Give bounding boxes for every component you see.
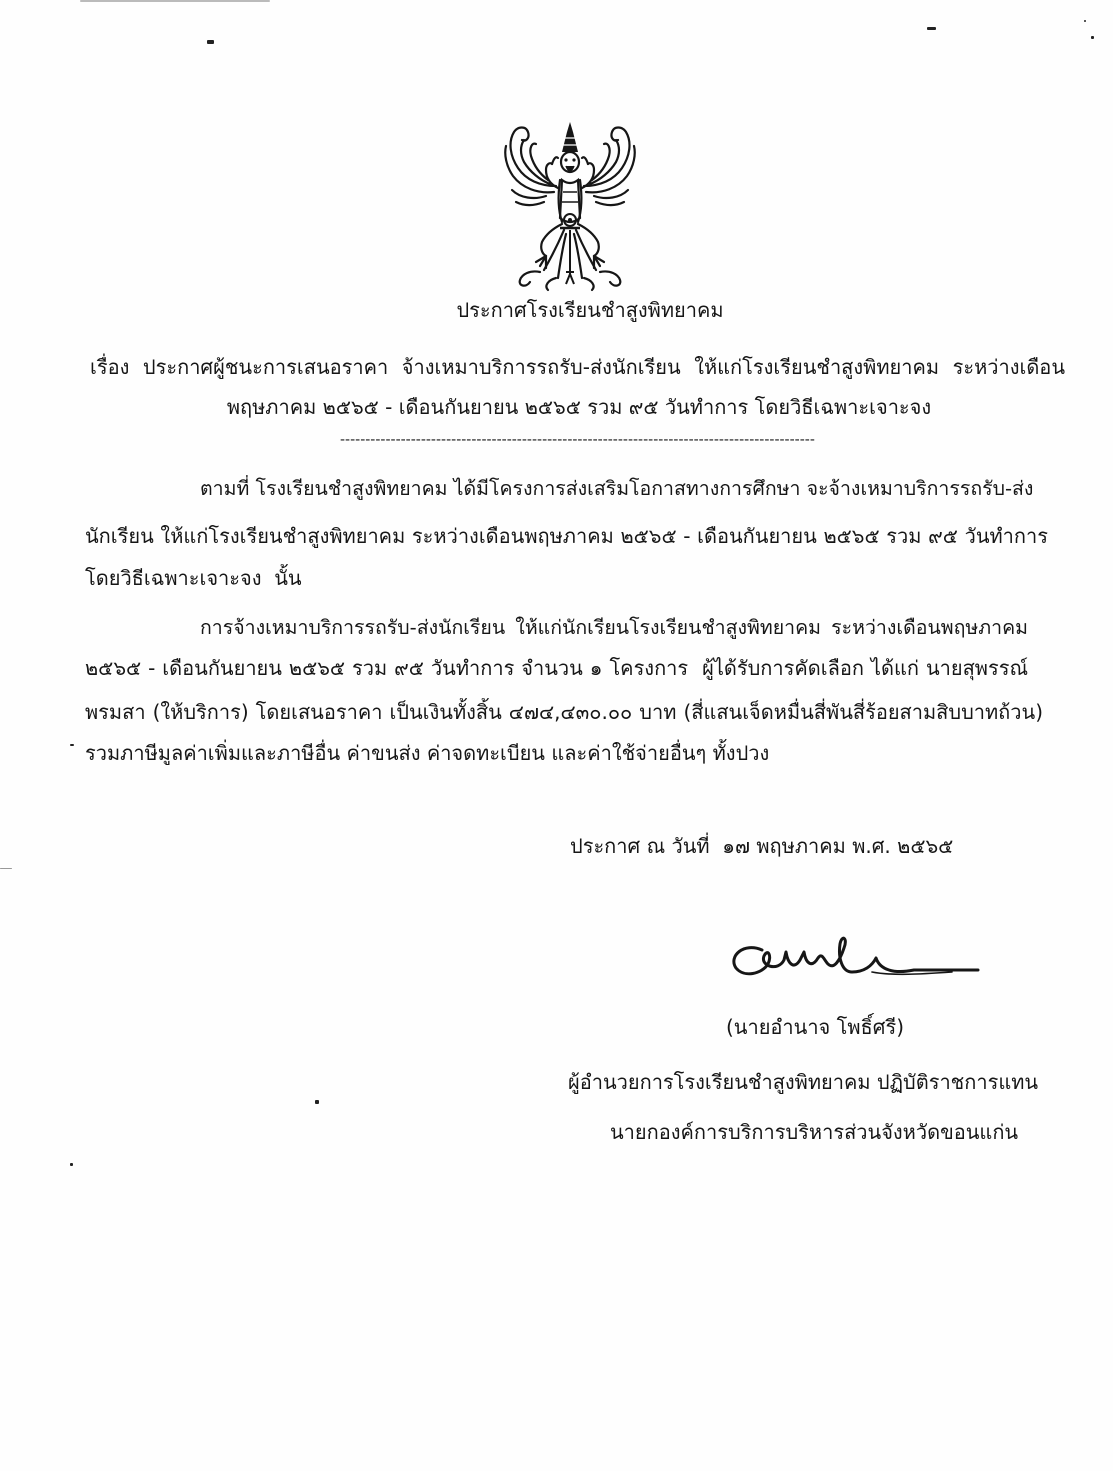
signatory-acting-for: นายกองค์การบริการบริหารส่วนจังหวัดขอนแก่น [610,1120,1019,1144]
paragraph-1-line: ตามที่ โรงเรียนชำสูงพิทยาคม ได้มีโครงการส่งเสริมโอกาสทางการศึกษา จะจ้างเหมาบริการรถรับ-ส่ง [200,477,1034,500]
scan-speck [1084,20,1086,22]
scan-speck [207,40,214,44]
scan-speck [315,1100,319,1104]
signatory-name: (นายอำนาจ โพธิ์ศรี) [725,1015,905,1039]
subject-line: พฤษภาคม ๒๕๖๕ - เดือนกันยายน ๒๕๖๕ รวม ๙๕ วันทำการ โดยวิธีเฉพาะเจาะจง [226,395,932,419]
paragraph-1-line: โดยวิธีเฉพาะเจาะจง นั้น [85,566,302,590]
signature [722,928,984,992]
scan-speck [70,1163,73,1166]
paragraph-2-line: รวมภาษีมูลค่าเพิ่มและภาษีอื่น ค่าขนส่ง ค่าจดทะเบียน และค่าใช้จ่ายอื่นๆ ทั้งปวง [85,741,770,765]
announcement-date: ประกาศ ณ วันที่ ๑๗ พฤษภาคม พ.ศ. ๒๕๖๕ [570,834,954,858]
scan-line-top [80,0,270,2]
scan-speck [70,744,74,746]
scan-speck [1091,36,1094,39]
subject-line: เรื่อง ประกาศผู้ชนะการเสนอราคา จ้างเหมาบริการรถรับ-ส่งนักเรียน ให้แก่โรงเรียนชำสูงพิทยาคม ระหว่างเดือน [90,355,1065,379]
document-title: ประกาศโรงเรียนชำสูงพิทยาคม [456,298,724,322]
paragraph-1-line: นักเรียน ให้แก่โรงเรียนชำสูงพิทยาคม ระหว่างเดือนพฤษภาคม ๒๕๖๕ - เดือนกันยายน ๒๕๖๕ รวม ๙๕ วันทำการ [85,524,1048,548]
signatory-position: ผู้อำนวยการโรงเรียนชำสูงพิทยาคม ปฏิบัติราชการแทน [568,1070,1039,1094]
scan-speck [927,27,936,30]
paragraph-2-line: พรมสา (ให้บริการ) โดยเสนอราคา เป็นเงินทั้งสิ้น ๔๗๔,๔๓๐.๐๐ บาท (สี่แสนเจ็ดหมื่นสี่พันสี่ร้อยสามสิบบาทถ้วน) [85,700,1043,724]
paragraph-2-line: ๒๕๖๕ - เดือนกันยายน ๒๕๖๕ รวม ๙๕ วันทำการ จำนวน ๑ โครงการ ผู้ได้รับการคัดเลือก ได้แก่ นายสุพรรณ์ [85,656,1028,680]
paragraph-2-line: การจ้างเหมาบริการรถรับ-ส่งนักเรียน ให้แก่นักเรียนโรงเรียนชำสูงพิทยาคม ระหว่างเดือนพฤษภาคม [200,616,1028,639]
scan-speck [0,868,12,869]
separator-line: ---------------------------------------------------------------------------------------------- [340,432,815,448]
garuda-emblem [500,122,640,292]
